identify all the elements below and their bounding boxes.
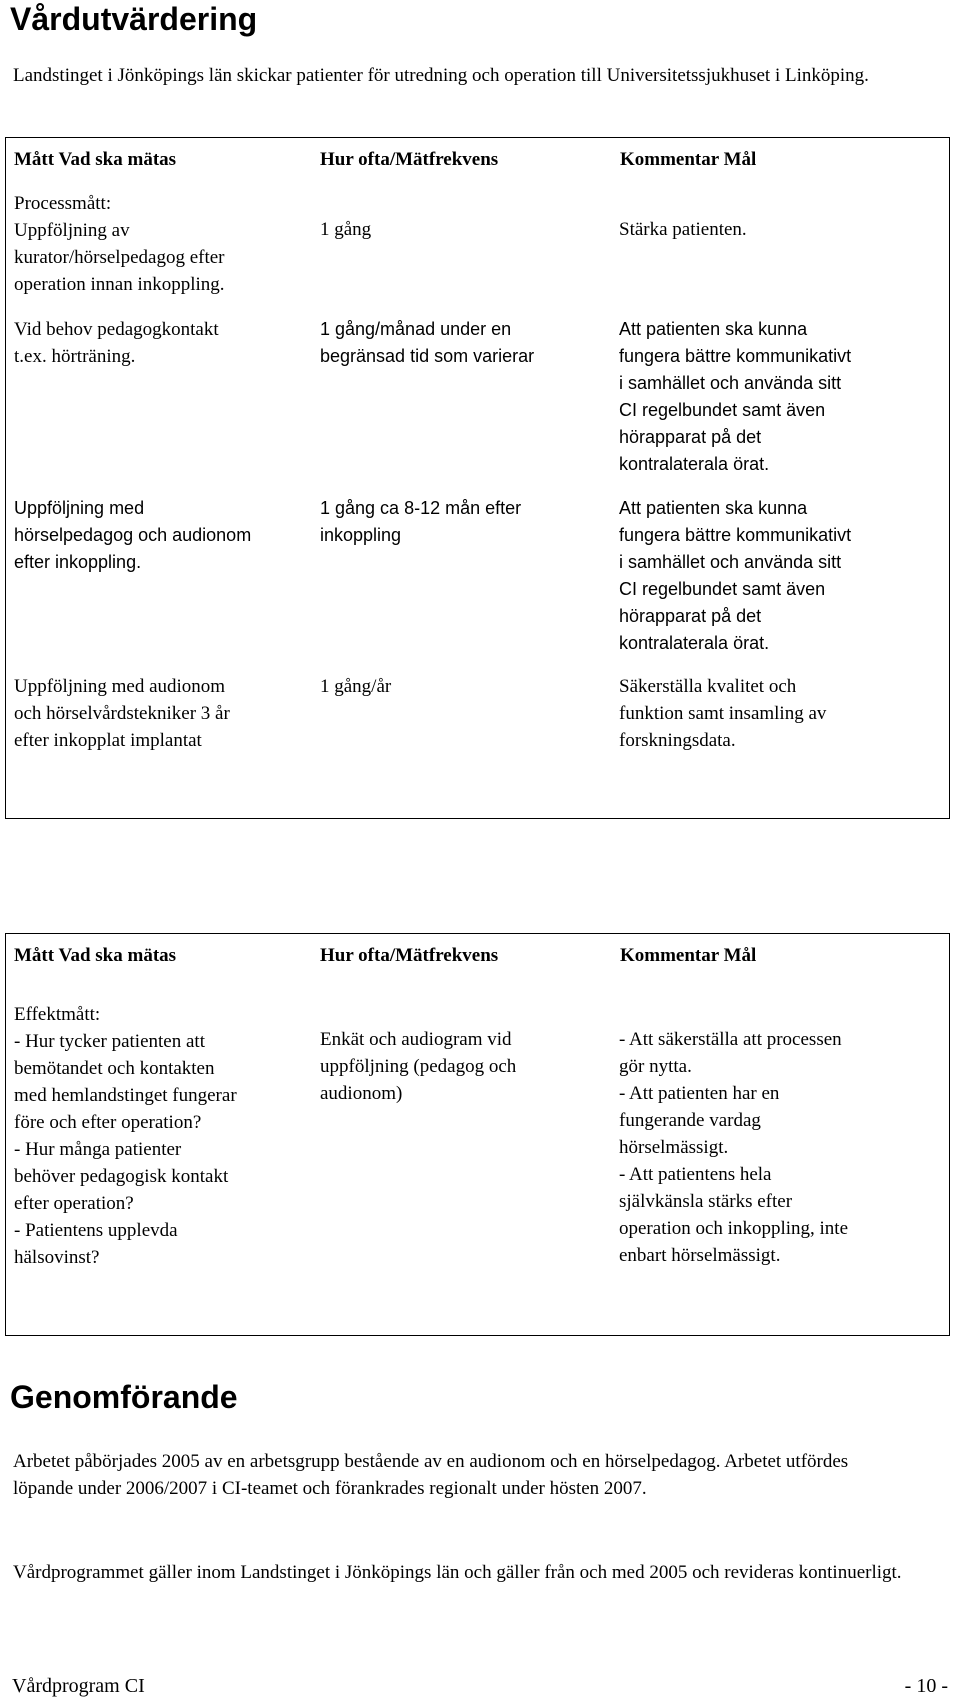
row2-frequency: 1 gång/månad under en begränsad tid som varierar [320, 319, 535, 366]
header-comment: Kommentar Mål [620, 149, 757, 170]
row1-comment: Stärka patienten. [619, 219, 747, 240]
header-measure: Mått Vad ska mätas [14, 945, 177, 966]
table-header [14, 942, 756, 969]
page-footer [12, 1673, 948, 1700]
row3-measure: Uppföljning med hörselpedagog och audionom efter inkoppling. [14, 498, 252, 572]
header-frequency: Hur ofta/Mätfrekvens [320, 945, 499, 966]
row2-comment: Att patienten ska kunna fungera bättre kommunikativt i samhället och använda sitt CI regelbundet samt även hörapparat på det kontralaterala örat. [619, 319, 852, 474]
effect-frequency: Enkät och audiogram vid uppföljning (pedagog och audionom) [320, 1029, 517, 1104]
effect-measures-table [5, 933, 950, 1336]
effect-comment: - Att säkerställa att processen gör nytta. - Att patienten har en fungerande vardag hörselmässigt. - Att patientens hela självkänsla stärks efter operation och inkoppling, inte enbart hörselmässigt. [619, 1029, 849, 1266]
intro-paragraph: Landstinget i Jönköpings län skickar patienter för utredning och operation till Universitetssjukhuset i Linköping. [13, 65, 869, 86]
row3-frequency: 1 gång ca 8-12 mån efter inkoppling [320, 498, 522, 545]
header-measure: Mått Vad ska mätas [14, 149, 177, 170]
row4-comment: Säkerställa kvalitet och funktion samt insamling av forskningsdata. [619, 676, 827, 751]
row2-measure: Vid behov pedagogkontakt t.ex. hörträning. [14, 319, 219, 367]
row1-frequency: 1 gång [320, 219, 372, 240]
header-frequency: Hur ofta/Mätfrekvens [320, 149, 499, 170]
section-heading: Genomförande [10, 1379, 238, 1415]
table-header [14, 146, 756, 173]
effect-measure: Effektmått: - Hur tycker patienten att bemötandet och kontakten med hemlandstinget fungerar före och efter operation? - Hur många patienter behöver pedagogisk kontakt efter operation? - Patientens upplevda hälsovinst? [14, 1004, 237, 1268]
header-comment: Kommentar Mål [620, 945, 757, 966]
section-paragraph-1: Arbetet påbörjades 2005 av en arbetsgrupp bestående av en audionom och en hörselpedagog. Arbetet utfördes löpande under 2006/2007 i CI-teamet och förankrades regionalt under hösten 2007. [13, 1451, 849, 1499]
footer-document-name: Vårdprogram CI [12, 1675, 145, 1697]
row4-frequency: 1 gång/år [320, 676, 392, 697]
page-title: Vårdutvärdering [10, 1, 258, 37]
process-measures-table [5, 137, 950, 819]
row1-measure: Processmått: Uppföljning av kurator/hörselpedagog efter operation innan inkoppling. [14, 193, 225, 295]
page-number: - 10 - [904, 1675, 948, 1697]
section-paragraph-2: Vårdprogrammet gäller inom Landstinget i Jönköpings län och gäller från och med 2005 och revideras kontinuerligt. [13, 1562, 902, 1583]
row3-comment: Att patienten ska kunna fungera bättre kommunikativt i samhället och använda sitt CI regelbundet samt även hörapparat på det kontralaterala örat. [619, 498, 852, 653]
row4-measure: Uppföljning med audionom och hörselvårdstekniker 3 år efter inkopplat implantat [14, 676, 230, 751]
